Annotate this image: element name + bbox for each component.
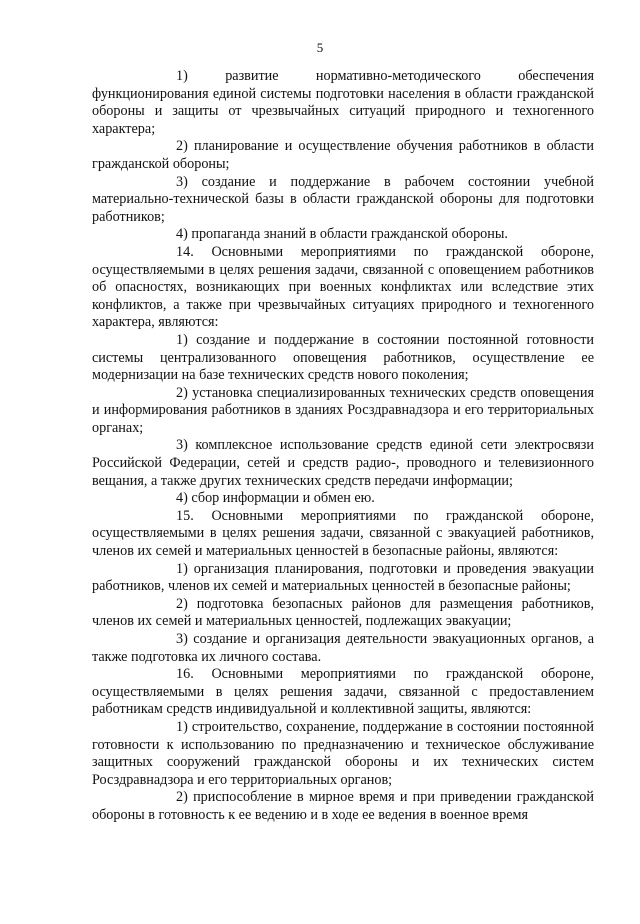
paragraph	[92, 561, 594, 596]
paragraph-text: Основными мероприятиями по гражданской обороне, осуществляемыми в целях решения задачи, связанной с оповещением работников об опасностях, возникающих при военных конфликтах или вследствие этих конфликтов, а также при чрезвычайных ситуациях природного и техногенного характера, являются:	[92, 243, 594, 331]
item-number: 16.	[176, 666, 194, 683]
paragraph	[92, 666, 594, 719]
paragraph-text: установка специализированных технических средств оповещения и информирования работников в зданиях Росздравнадзора и его территориальных органах;	[92, 384, 594, 436]
paragraph	[92, 226, 594, 244]
paragraph-text: создание и поддержание в состоянии постоянной готовности системы централизованного оповещения работников, осуществление ее модернизации на базе технических средств нового поколения;	[92, 331, 594, 384]
paragraph	[92, 490, 594, 508]
item-number: 3)	[176, 631, 188, 647]
paragraph	[92, 68, 594, 138]
paragraph-text: Основными мероприятиями по гражданской обороне, осуществляемыми в целях решения задачи, связанной с предоставлением работникам средств индивидуальной и коллективной защиты, являются:	[92, 666, 594, 718]
paragraph	[92, 385, 594, 438]
paragraph-text: развитие нормативно-методического обеспечения функционирования единой системы подготовки населения в области гражданской обороны и защиты от чрезвычайных ситуаций природного и техногенного характера;	[92, 68, 594, 137]
paragraph	[92, 719, 594, 789]
item-number: 1)	[176, 560, 188, 577]
item-number: 2)	[176, 789, 188, 806]
item-number: 3)	[176, 437, 188, 454]
paragraph-text: создание и поддержание в рабочем состоянии учебной материально-технической базы в области гражданской обороны для подготовки работников;	[92, 173, 595, 225]
item-number: 4)	[176, 226, 188, 243]
paragraph	[92, 332, 594, 385]
paragraph-text: сбор информации и обмен ею.	[191, 490, 375, 507]
paragraph	[92, 138, 594, 173]
item-number: 1)	[176, 68, 188, 84]
paragraph-text: приспособление в мирное время и при приведении гражданской обороны в готовность к ее ведению и в ходе ее ведения в военное время	[92, 789, 594, 823]
paragraph-text: пропаганда знаний в области гражданской обороны.	[191, 226, 508, 243]
paragraph	[92, 437, 594, 490]
item-number: 2)	[176, 595, 188, 612]
paragraph-text: Основными мероприятиями по гражданской обороне, осуществляемыми в целях решения задачи, связанной с эвакуацией работников, членов их семей и материальных ценностей в безопасные районы, являются:	[92, 507, 594, 560]
document-body	[92, 68, 594, 825]
paragraph-text: подготовка безопасных районов для размещения работников, членов их семей и материальных ценностей, подлежащих эвакуации;	[92, 595, 595, 630]
item-number: 3)	[176, 173, 188, 190]
paragraph-text: планирование и осуществление обучения работников в области гражданской обороны;	[92, 138, 594, 172]
paragraph	[92, 789, 594, 824]
item-number: 4)	[176, 490, 188, 507]
paragraph-text: организация планирования, подготовки и проведения эвакуации работников, членов их семей и материальных ценностей в безопасные районы;	[92, 560, 594, 595]
paragraph	[92, 631, 594, 666]
paragraph-text: создание и организация деятельности эвакуационных органов, а также подготовка их личного состава.	[92, 631, 594, 665]
item-number: 2)	[176, 138, 188, 155]
item-number: 14.	[176, 243, 194, 260]
paragraph	[92, 174, 594, 227]
page-number: 5	[316, 40, 324, 55]
paragraph	[92, 244, 594, 332]
item-number: 2)	[176, 384, 188, 401]
paragraph	[92, 596, 594, 631]
paragraph-text: комплексное использование средств единой сети электросвязи Российской Федерации, сетей и средств радио-, проводного и телевизионного вещания, а также других технических средств передачи информации;	[92, 437, 594, 489]
item-number: 1)	[176, 331, 188, 348]
item-number: 1)	[176, 718, 188, 735]
paragraph-text: строительство, сохранение, поддержание в состоянии постоянной готовности к использованию по предназначению и техническое обслуживание защитных сооружений гражданской обороны и их технических систем Росздравнадзора и его территориальных органов;	[92, 718, 594, 788]
paragraph	[92, 508, 594, 561]
item-number: 15.	[176, 507, 194, 524]
